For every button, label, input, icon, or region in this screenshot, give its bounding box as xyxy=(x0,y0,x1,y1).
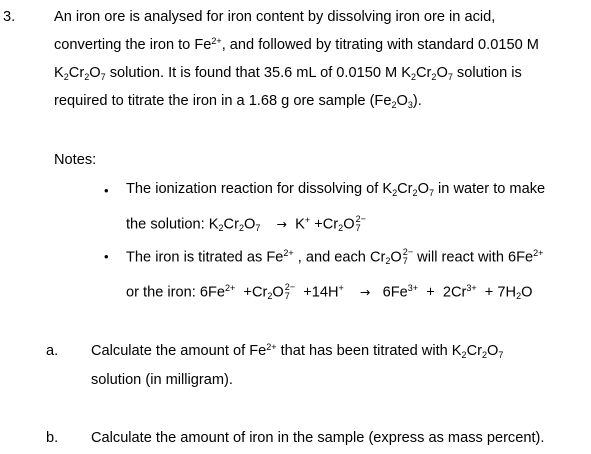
note-2-line-2: or the iron: $6Fe^{2+} +Cr_2O$ 2− 7 +14H+ → $6Fe^{3+} + 2Cr^{3+} + 7H_2O$ xyxy=(126,282,533,302)
note-1-line-1: The ionization reaction for dissolving of $K_2Cr_2O_7$ in water to make xyxy=(126,181,546,198)
note-1-line-2: the solution: $K_2Cr_2O_7$ → $K^+ +Cr_2O$ 2− 7 xyxy=(126,214,366,234)
part-a-line-2: solution (in milligram). xyxy=(91,372,233,388)
question-number: 3. xyxy=(3,9,16,25)
reaction-arrow-icon: → xyxy=(276,216,288,232)
bullet-icon: • xyxy=(104,183,109,198)
part-b-label: b. xyxy=(46,430,59,446)
part-b-line-1: Calculate the amount of iron in the sample (express as mass percent). xyxy=(91,430,545,446)
question-line-4: required to titrate the iron in a 1.68 g ore sample $(Fe_2O_3)$. xyxy=(54,93,422,110)
part-a-line-1: Calculate the amount of $Fe^{2+}$ that has been titrated with $K_2Cr_2O_7$ xyxy=(91,342,504,360)
question-line-1: An iron ore is analysed for iron content by dissolving iron ore in acid, xyxy=(54,9,496,25)
question-line-2: converting the iron to $Fe^{2+}$, and followed by titrating with standard 0.0150 M xyxy=(54,36,539,53)
dichromate-formula: $K_2Cr_2O_7$ xyxy=(54,65,106,82)
note-2-line-1: The iron is titrated as $Fe^{2+}$ , and each $Cr_2O$ 2− 7 will react with $6Fe^{2+}$ xyxy=(126,247,544,267)
part-a-label: a. xyxy=(46,343,59,359)
reaction-arrow-icon: → xyxy=(360,284,371,300)
notes-heading: Notes: xyxy=(54,152,97,168)
bullet-icon: • xyxy=(104,249,109,264)
question-line-3: $K_2Cr_2O_7$ solution. It is found that 35.6 mL of 0.0150 M $K_2Cr_2O_7$ solution is xyxy=(54,65,522,82)
dichromate-formula: $K_2Cr_2O_7$ xyxy=(401,65,453,82)
dichromate-formula: $K_2Cr_2O_7$ xyxy=(382,181,434,198)
